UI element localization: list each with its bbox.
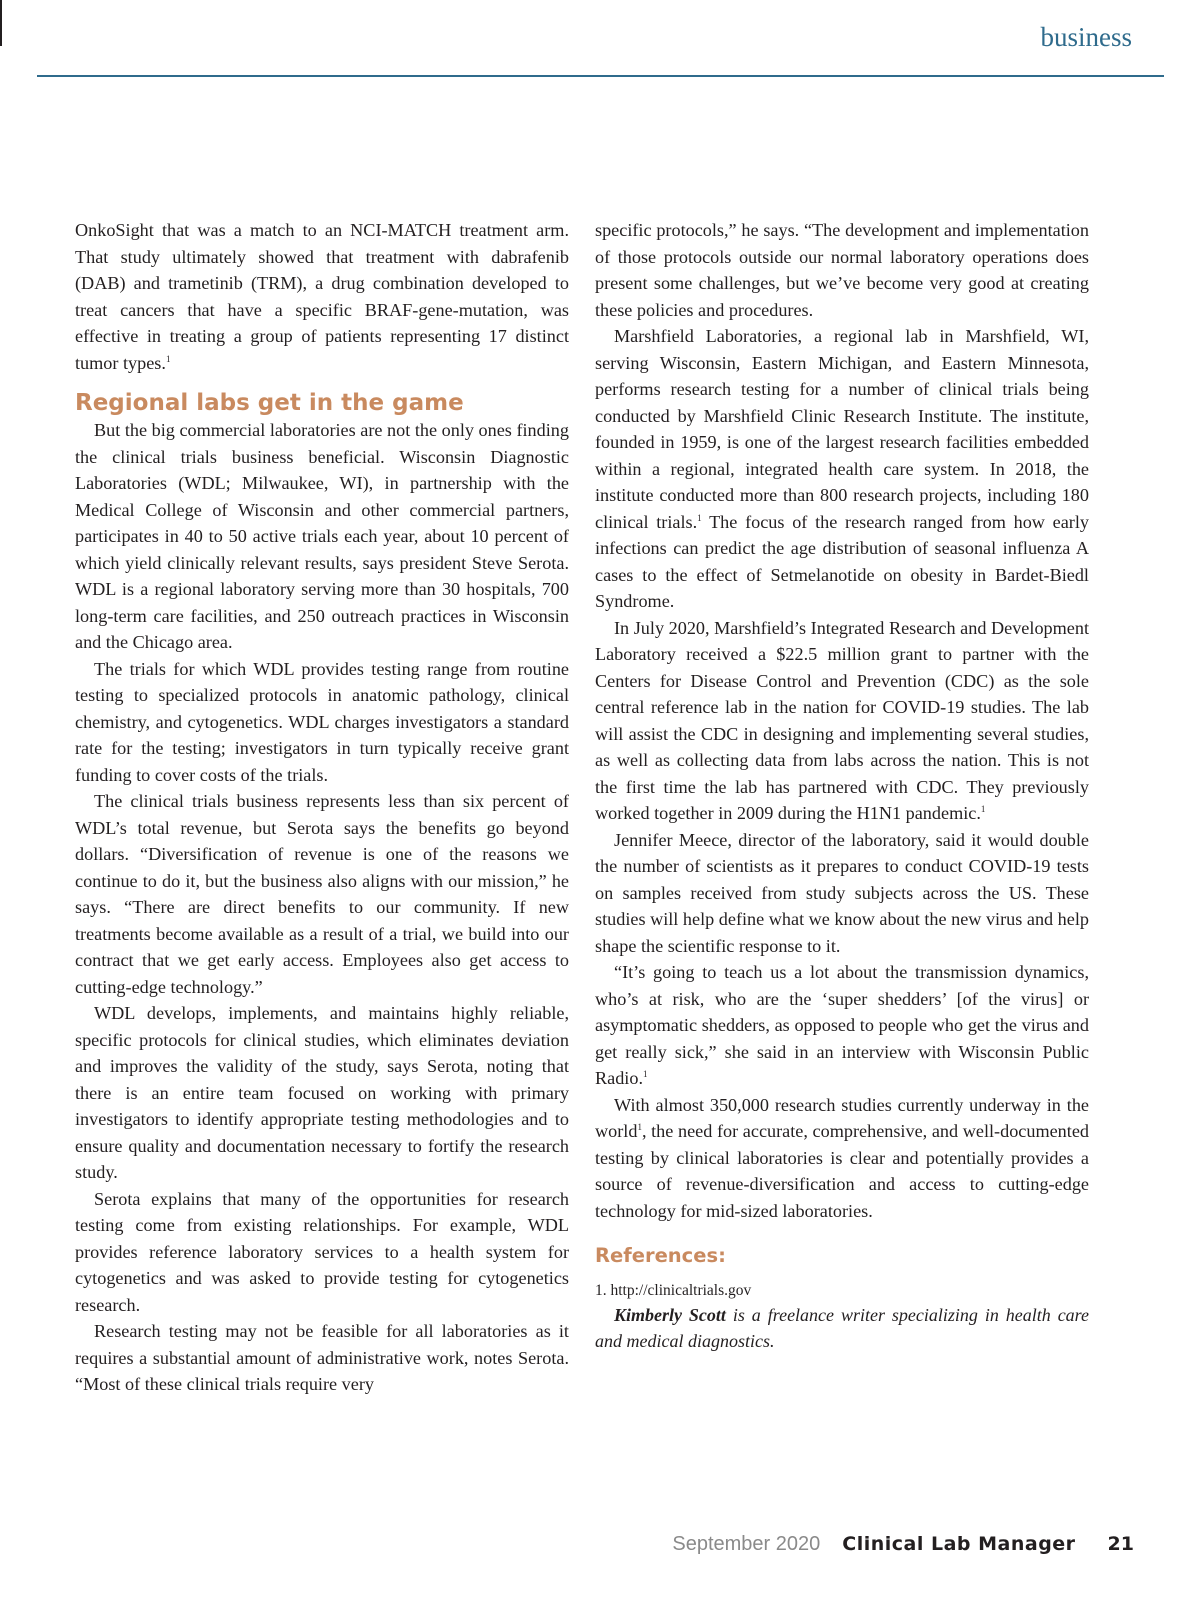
paragraph-text: Marshfield Laboratories, a regional lab in Marshfield, WI, serving Wisconsin, Eastern Michigan, and Eastern Minnesota, performs research testing for a number of clinical trials being conducted by Marshfield Clinic Research Institute. The institute, founded in 1959, is one of the largest research facilities embedded within a regional, integrated health care system. In 2018, the institute conducted more than 800 research projects, including 180 clinical trials. [595, 326, 1089, 532]
author-name: Kimberly Scott [614, 1305, 726, 1325]
paragraph: WDL develops, implements, and maintains highly reliable, specific protocols for clinical studies, which eliminates deviation and improves the validity of the study, says Serota, noting that there is an entire team focused on working with primary investigators to identify appropriate testing methodologies and to ensure quality and documentation necessary to fortify the research study. [75, 1003, 569, 1182]
paragraph [75, 217, 569, 376]
paragraph: Research testing may not be feasible for all laboratories as it requires a substantial amount of administrative work, notes Serota. “Most of these clinical trials require very [75, 1321, 569, 1394]
author-bio [595, 1302, 1089, 1354]
paragraph-text: , the need for accurate, comprehensive, and well-documented testing by clinical laboratories is clear and potentially provides a source of revenue-diversification and access to cutting-edge technology for mid-sized laboratories. [595, 1121, 1089, 1221]
paragraph: But the big commercial laboratories are not the only ones finding the clinical trials business beneficial. Wisconsin Diagnostic Laboratories (WDL; Milwaukee, WI), in partnership with the Medical College of Wisconsin and other commercial partners, participates in 40 to 50 active trials each year, about 10 percent of which yield clinically relevant results, says president Steve Serota. WDL is a regional laboratory serving more than 30 hospitals, 700 long-term care facilities, and 250 outreach practices in Wisconsin and the Chicago area. [75, 420, 569, 652]
magazine-title: Clinical Lab Manager [842, 1533, 1076, 1555]
citation-superscript: 1 [165, 353, 171, 364]
left-column [75, 217, 569, 1398]
paragraph-text: With almost 350,000 research studies currently underway in the world [595, 1094, 1089, 1141]
paragraph [595, 615, 1089, 827]
citation-superscript: 1 [643, 1069, 648, 1079]
author-bio-text: is a freelance writer specializing in health care and medical diagnostics. [595, 1305, 1090, 1351]
paragraph-text: OnkoSight that was a match to an NCI-MATCH treatment arm. That study ultimately showed that treatment with dabrafenib (DAB) and trametinib (TRM), a drug combination developed to treat cancers that have a specific BRAF-gene-mutation, was effective in treating a group of patients representing 17 distinct tumor types. [75, 220, 569, 373]
paragraph [595, 959, 1089, 1092]
references-heading: References: [595, 1244, 726, 1267]
references-list [595, 1280, 1089, 1302]
paragraph: Serota explains that many of the opportunities for research testing come from existing relationships. For example, WDL provides reference laboratory services to a health system for cytogenetics and was asked to provide testing for cytogenetics research. [75, 1188, 569, 1315]
citation-superscript: 1 [697, 512, 702, 523]
citation-superscript: 1 [637, 1122, 642, 1132]
subheading: Regional labs get in the game [75, 390, 464, 416]
paragraph-text: The focus of the research ranged from how early infections can predict the age distribution of seasonal influenza A cases to the effect of Setmelanotide on obesity in Bardet-Biedl Syndrome. [595, 511, 1090, 611]
paragraph: The trials for which WDL provides testing range from routine testing to specialized protocols in anatomic pathology, clinical chemistry, and cytogenetics. WDL charges investigators a standard rate for the testing; investigators in turn typically receive grant funding to cover costs of the trials. [75, 658, 569, 785]
citation-superscript: 1 [980, 804, 986, 814]
header-rule [37, 75, 1164, 77]
reference-item: 1. http://clinicaltrials.gov [595, 1282, 752, 1299]
page-edge-rule [0, 0, 2, 46]
paragraph: The clinical trials business represents less than six percent of WDL’s total revenue, but Serota says the benefits go beyond dollars. “Diversification of revenue is one of the reasons we continue to do it, but the business also aligns with our mission,” he says. “There are direct benefits to our community. If new treatments become available as a result of a trial, we build into our contract that we get early access. Employees also get access to cutting-edge technology.” [75, 791, 569, 997]
paragraph-text: “It’s going to teach us a lot about the transmission dynamics, who’s at risk, who are the ‘super shedders’ [of the virus] or asymptomatic shedders, as opposed to people who get the virus and get really sick,” she said in an interview with Wisconsin Public Radio. [595, 962, 1089, 1088]
page-footer [672, 1533, 1134, 1556]
paragraph: specific protocols,” he says. “The development and implementation of those protocols outside our normal laboratory operations does present some challenges, but we’ve become very good at creating these policies and procedures. [595, 220, 1089, 320]
paragraph: Jennifer Meece, director of the laboratory, said it would double the number of scientists as it prepares to conduct COVID-19 tests on samples received from study subjects across the US. These studies will help define what we know about the new virus and help shape the scientific response to it. [595, 829, 1089, 956]
paragraph [595, 323, 1089, 615]
page-number: 21 [1107, 1533, 1134, 1555]
paragraph-text: In July 2020, Marshfield’s Integrated Research and Development Laboratory received a $22.5 million grant to partner with the Centers for Disease Control and Prevention (CDC) as the sole central reference lab in the nation for COVID-19 studies. The lab will assist the CDC in designing and implementing several studies, as well as collecting data from labs across the nation. This is not the first time the lab has partnered with CDC. They previously worked together in 2009 during the H1N1 pandemic. [595, 617, 1089, 823]
section-label: business [1040, 22, 1132, 52]
paragraph [595, 1092, 1089, 1225]
right-column [595, 217, 1089, 1354]
issue-date: September 2020 [672, 1533, 821, 1555]
